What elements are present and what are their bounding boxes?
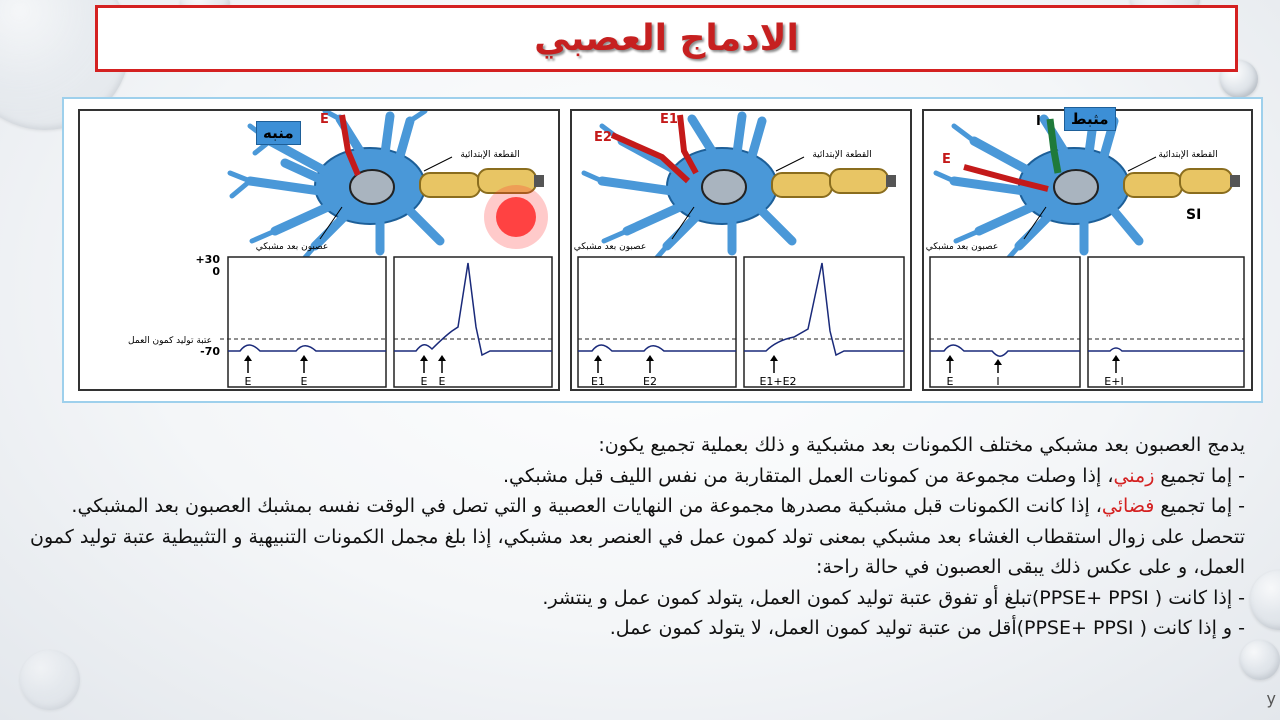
arrow-label: E	[300, 375, 308, 388]
postsynaptic-neuron	[584, 116, 896, 261]
trace-box-left	[578, 257, 736, 387]
stimulus-tag: منبه	[256, 121, 301, 145]
arrow-label: E	[946, 375, 954, 388]
case-above-threshold: - إذا كانت ( PPSE+ PPSI)تبلغ أو تفوق عتبة توليد كمون العمل، يتولد كمون عمل و ينتشر.	[542, 586, 1245, 609]
panel-3-diagram	[924, 111, 1251, 389]
stim-label: E1	[660, 112, 678, 127]
soma-label: عصبون بعد مشبكي	[255, 242, 329, 252]
threshold-label: عتبة توليد كمون العمل	[128, 336, 212, 346]
pointer-line	[424, 157, 452, 171]
postsynaptic-neuron	[936, 116, 1240, 261]
keyword-spatial: فضائي	[1101, 495, 1155, 517]
stim-label: E	[320, 112, 329, 127]
stim-label: I	[1036, 114, 1041, 129]
soma-label: عصبون بعد مشبكي	[925, 242, 999, 252]
panel-inhibition	[922, 109, 1253, 391]
panel-temporal-summation	[78, 109, 560, 391]
arrow-label: E+I	[1104, 375, 1124, 388]
y-top: +30	[195, 253, 220, 266]
inhibitor-tag: مثبط	[1064, 107, 1116, 131]
panel-1-diagram	[80, 111, 558, 389]
case-below-threshold: - و إذا كانت ( PPSE+ PPSI)أقل من عتبة توليد كمون العمل، لا يتولد كمون عمل.	[609, 617, 1245, 639]
ais-label: القطعة الإبتدائية	[460, 150, 520, 160]
panel-spatial-summation	[570, 109, 912, 391]
soma-label: عصبون بعد مشبكي	[573, 242, 647, 252]
stimulus-glow-halo	[484, 185, 548, 249]
y-rest: -70	[200, 345, 220, 358]
decor-bubble	[1250, 570, 1280, 630]
decor-bubble	[20, 650, 80, 710]
spatial-bullet: - إما تجميع فضائي، إذا كانت الكمونات قبل مشبكية مصدرها مجموعة من النهايات العصبية و التي تصل في الوقت نفسه بمشبك العصبون بعد المشبكي.	[71, 495, 1245, 517]
arrow-label: E	[244, 375, 252, 388]
arrow-label: E	[420, 375, 428, 388]
arrow-label: E2	[643, 375, 657, 388]
intro-paragraph: يدمج العصبون بعد مشبكي مختلف الكمونات بعد مشبكية و ذلك بعملية تجميع يكون:	[598, 434, 1245, 456]
corner-glyph: y	[1266, 689, 1276, 708]
keyword-temporal: زمني	[1113, 464, 1155, 487]
threshold-paragraph: تتحصل على زوال استقطاب الغشاء بعد مشبكي بمعنى تولد كمون عمل في العنصر بعد مشبكي، إذا بلغ مجمل الكمونات التنبيهية و التثبيطية عتبة توليد كمون العمل، و على عكس ذلك يبقى العصبون في حالة راحة:	[30, 525, 1245, 578]
trace-box-left	[930, 257, 1080, 387]
temporal-bullet: - إما تجميع زمني، إذا وصلت مجموعة من كمونات العمل المتقاربة من نفس الليف قبل مشبكي.	[502, 464, 1245, 487]
ais-label: القطعة الإبتدائية	[1158, 150, 1218, 160]
title-banner	[95, 5, 1238, 72]
trace-box-right	[394, 257, 552, 387]
y-zero: 0	[212, 265, 220, 278]
stim-label: E	[942, 152, 951, 167]
panel-2-diagram	[572, 111, 910, 389]
arrow-label: I	[996, 375, 1000, 388]
ais-label: القطعة الإبتدائية	[812, 150, 872, 160]
stim-label: E2	[594, 130, 612, 145]
si-label: SI	[1186, 207, 1202, 223]
figure-frame	[62, 97, 1263, 403]
trace-box-right	[1088, 257, 1244, 387]
decor-bubble	[1240, 640, 1280, 680]
explanation-text	[30, 430, 1245, 644]
page-title: الادماج العصبي	[534, 18, 799, 59]
trace-box-left	[228, 257, 386, 387]
arrow-label: E1+E2	[759, 375, 797, 388]
arrow-label: E1	[591, 375, 605, 388]
arrow-label: E	[438, 375, 446, 388]
